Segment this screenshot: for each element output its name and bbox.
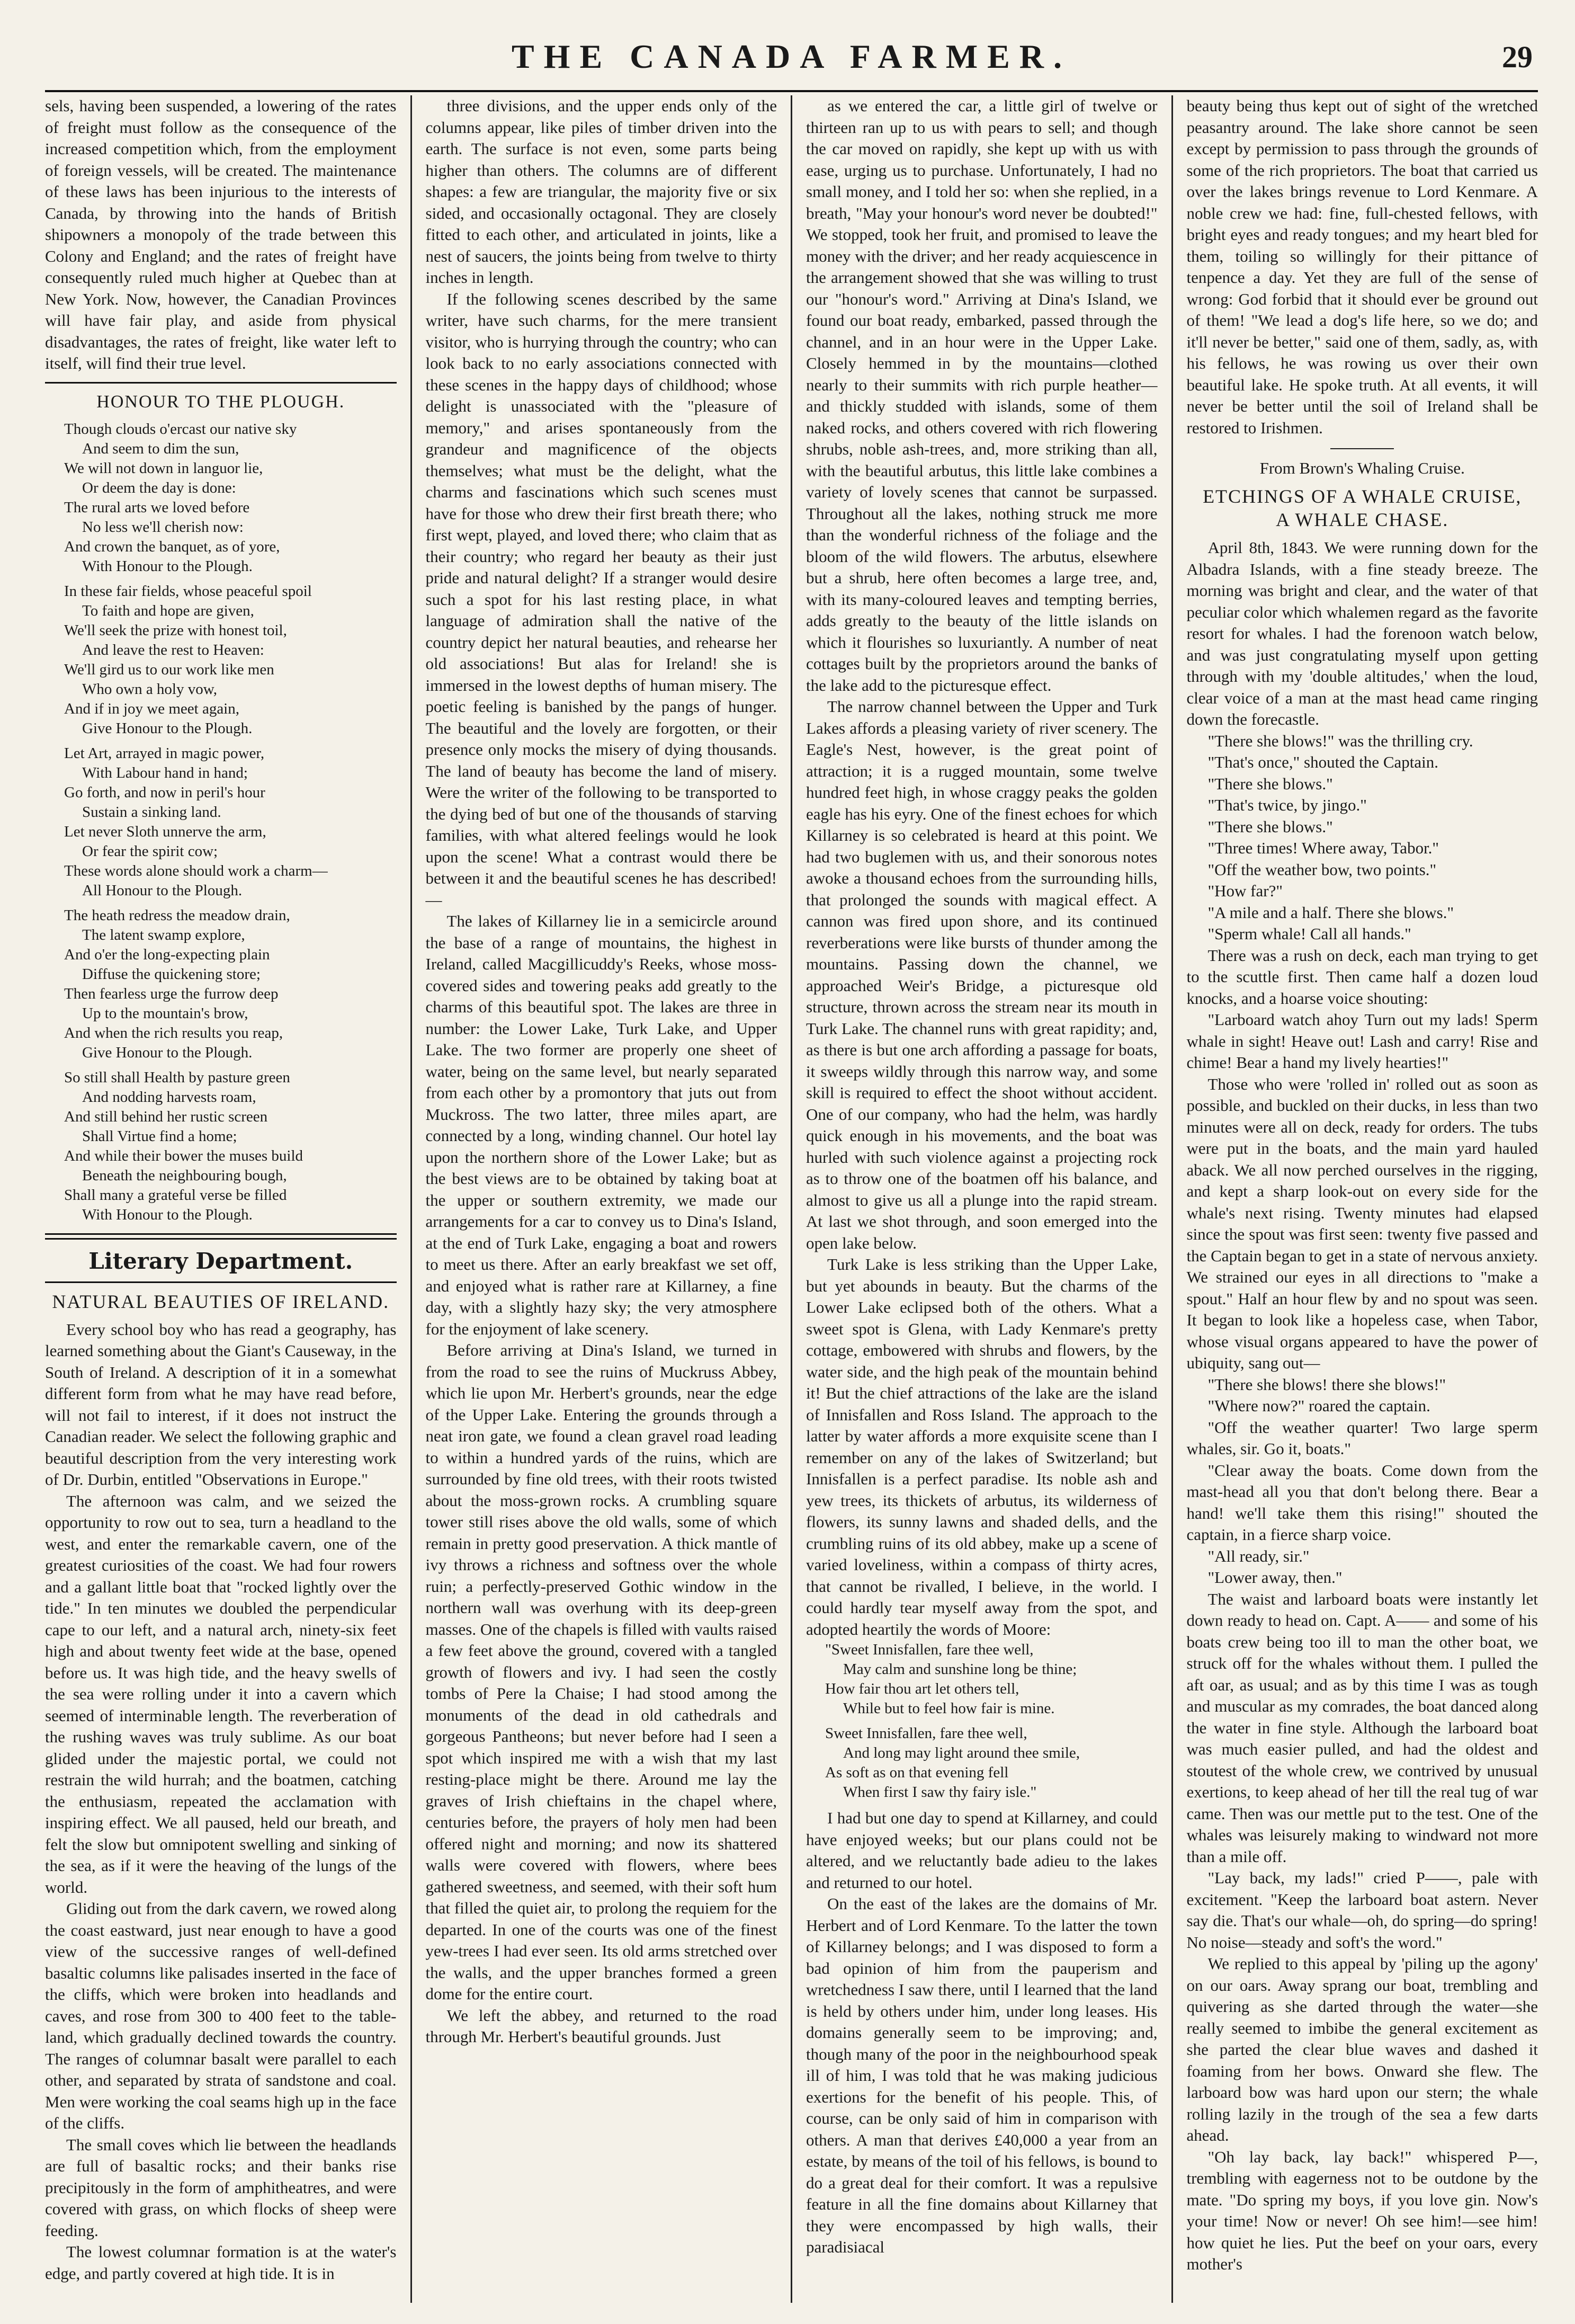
poem-line: We will not down in languor lie, bbox=[64, 459, 263, 477]
poem-line: Then fearless urge the furrow deep bbox=[64, 985, 279, 1002]
paragraph: We replied to this appeal by 'piling up the agony' on our oars. Away sprang our boat, trembling and quivering as she darted through the water—she really seemed to imbibe the general excitement as she parted the clear blue waves and dashed it foaming from her bows. Onward she flew. The larboard bow was hard upon our stern; the whale rolling lazily in the trough of the sea a few darts ahead. bbox=[1186, 1954, 1538, 2144]
poem-line: Give Honour to the Plough. bbox=[82, 1044, 253, 1061]
poem-line: With Honour to the Plough. bbox=[82, 557, 253, 575]
paragraph: The lowest columnar formation is at the water's edge, and partly covered at high tide. It is in bbox=[45, 2242, 397, 2283]
poem-line: The latent swamp explore, bbox=[82, 926, 245, 943]
poem-stanza bbox=[825, 1724, 1158, 1802]
poem-line: And seem to dim the sun, bbox=[82, 440, 239, 457]
paragraph: Every school boy who has read a geography, has learned something about the Giant's Causeway, in the South of Ireland. A description of it in a somewhat different form from what he may have read before, will not fail to interest, if it does not instruct the Canadian reader. We select the following graphic and beautiful description from the very interesting work of Dr. Durbin, entitled "Observations in Europe." bbox=[45, 1320, 397, 1489]
poem-line: While but to feel how fair is mine. bbox=[843, 1700, 1055, 1717]
paragraph: "All ready, sir." bbox=[1207, 1546, 1310, 1565]
paragraph: "A mile and a half. There she blows." bbox=[1207, 903, 1454, 922]
paragraph: "That's once," shouted the Captain. bbox=[1207, 753, 1439, 771]
divider bbox=[1330, 448, 1394, 449]
paragraph: "Where now?" roared the captain. bbox=[1207, 1396, 1430, 1415]
poem-line: Shall many a grateful verse be filled bbox=[64, 1186, 287, 1204]
poem-line: The heath redress the meadow drain, bbox=[64, 906, 290, 924]
poem-stanza bbox=[64, 582, 397, 738]
paragraph: "Sperm whale! Call all hands." bbox=[1207, 924, 1411, 943]
paragraph: "There she blows! there she blows!" bbox=[1207, 1375, 1446, 1394]
paragraph: "Off the weather quarter! Two large sperm whales, sir. Go it, boats." bbox=[1186, 1418, 1538, 1458]
poem-line: No less we'll cherish now: bbox=[82, 518, 244, 536]
poem-line: And leave the rest to Heaven: bbox=[82, 641, 264, 658]
poem-line: So still shall Health by pasture green bbox=[64, 1068, 290, 1086]
article-body bbox=[426, 95, 777, 2048]
article-body bbox=[45, 1319, 397, 2285]
paragraph: The afternoon was calm, and we seized the opportunity to row out to sea, turn a headland to the west, and enter the remarkable cavern, one of the greatest curiosities of the coast. We had four rowers and a gallant little boat that "rocked lightly over the tide." In ten minutes we doubled the perpendicular cape to our left, and a natural arch, ninety-six feet high and about twenty feet wide at the base, opened before us. It was high tide, and the heavy swells of the sea were rolling under it into a cavern which seemed of interminable length. The reverberation of the rushing waves was truly sublime. As our boat glided under the majestic portal, we could not restrain the wild hurrah; and the boatmen, catching the enthusiasm, repeated the acclamation with inspiring effect. We all paused, held our breath, and felt the slow but omnipotent swelling and sinking of the sea, as if it were the heaving of the lungs of the world. bbox=[45, 1491, 397, 1896]
poem-stanza bbox=[64, 906, 397, 1063]
paragraph: The narrow channel between the Upper and Turk Lakes affords a pleasing variety of river scenery. The Eagle's Nest, however, is the great point of attraction; it is a rugged mountain, some twelve hundred feet high, in whose craggy peaks the golden eagle has his eyry. One of the finest echoes for which Killarney is so celebrated is heard at this point. We had two buglemen with us, and their sonorous notes awoke a thousand echoes from the surrounding hills, that prolonged the sounds with magical effect. A cannon was fired upon shore, and its continued reverberations were like bursts of thunder among the mountains. Passing down the channel, we approached Weir's Bridge, a picturesque old structure, thrown across the stream near its mouth in Turk Lake. The channel runs with great rapidity; and, as there is but one arch affording a passage for boats, it sweeps wildly through this narrow way, and some skill is required to effect the shoot without accident. One of our company, who had the helm, was hardly quick enough in his movements, and the boat was hurled with such violence against a projecting rock as to throw one of the boatmen off his balance, and almost to give us all a plunge into the rapid stream. At last we shot through, and soon emerged into the open lake below. bbox=[806, 697, 1158, 1252]
poem-line: Let Art, arrayed in magic power, bbox=[64, 744, 265, 762]
poem-line: Diffuse the quickening store; bbox=[82, 965, 261, 983]
poem-line: These words alone should work a charm— bbox=[64, 862, 328, 879]
poem-line: Who own a holy vow, bbox=[82, 680, 218, 698]
paragraph: The lakes of Killarney lie in a semicircle around the base of a range of mountains, the highest in Ireland, called Macgillicuddy's Reeks, whose moss-covered sides and towering peaks add greatly to the charms of this beautiful spot. The lakes are three in number: the Lower Lake, Turk Lake, and Upper Lake. The two former are properly one sheet of water, being on the same level, but nearly separated from each other by a promontory that juts out from Muckross. The two latter, three miles apart, are connected by a long, winding channel. Our hotel lay upon the northern shore of the Lower Lake; but as the best views are to be obtained by taking boat at the upper or southern extremity, we made our arrangements for a car to convey us to Dina's Island, at the end of Turk Lake, engaging a boat and rowers to meet us there. After an early breakfast we set off, and enjoyed what is rather rare at Killarney, a fine day, with a slightly hazy sky; the very atmosphere for the enjoyment of lake scenery. bbox=[425, 912, 777, 1338]
source-line: From Brown's Whaling Cruise. bbox=[1259, 459, 1465, 477]
poem-line: When first I saw thy fairy isle." bbox=[843, 1784, 1037, 1801]
paragraph: "There she blows." bbox=[1207, 774, 1333, 793]
poem-line: All Honour to the Plough. bbox=[82, 881, 243, 899]
article-body bbox=[1187, 537, 1538, 2275]
poem-title: HONOUR TO THE PLOUGH. bbox=[96, 391, 345, 412]
divider bbox=[45, 382, 397, 384]
poem-line: And still behind her rustic screen bbox=[64, 1108, 268, 1125]
newspaper-title: THE CANADA FARMER. bbox=[511, 38, 1072, 75]
poem-line: As soft as on that evening fell bbox=[825, 1764, 1009, 1781]
department-heading: Literary Department. bbox=[88, 1248, 353, 1274]
poem-line: And long may light around thee smile, bbox=[843, 1744, 1080, 1761]
article-body bbox=[806, 95, 1158, 1640]
paragraph: Gliding out from the dark cavern, we rowed along the coast eastward, just near enough to have a good view of the successive ranges of well-defined basaltic columns like palisades inserted in the face of the cliffs, which were broken into headlands and caves, and rose from 300 to 400 feet to the table-land, which gradually declined towards the country. The ranges of columnar basalt were parallel to each other, and separated by strata of sandstone and coal. Men were working the coal seams high up in the face of the cliffs. bbox=[45, 1899, 397, 2132]
poem-line: And nodding harvests roam, bbox=[82, 1088, 256, 1106]
poem-honour-to-the-plough bbox=[45, 420, 397, 1225]
article-body bbox=[806, 1807, 1158, 2258]
poem-line: To faith and hope are given, bbox=[82, 602, 254, 619]
poem-line: And while their bower the muses build bbox=[64, 1147, 303, 1164]
poem-line: Up to the mountain's brow, bbox=[82, 1004, 248, 1022]
poem-line: "Sweet Innisfallen, fare thee well, bbox=[825, 1641, 1034, 1658]
paragraph: "How far?" bbox=[1207, 881, 1283, 900]
poem-line: In these fair fields, whose peaceful spoil bbox=[64, 582, 312, 600]
poem-line: Though clouds o'ercast our native sky bbox=[64, 420, 297, 438]
poem-line: May calm and sunshine long be thine; bbox=[843, 1661, 1077, 1678]
paragraph: "That's twice, by jingo." bbox=[1207, 796, 1367, 814]
poem-stanza bbox=[825, 1640, 1158, 1718]
article-title: NATURAL BEAUTIES OF IRELAND. bbox=[52, 1290, 390, 1312]
paragraph: Those who were 'rolled in' rolled out as soon as possible, and buckled on their ducks, in less than two minutes were all on deck, ready for orders. The tubs were put in the boats, and the main yard hauled aback. We all now perched ourselves in the rigging, and kept a sharp look-out on every side for the whale's next rising. Twenty minutes had elapsed since the spout was first seen: twenty five passed and the Captain began to get in a state of nervous anxiety. We strained our eyes in all directions to "make a spout." Half an hour flew by and no spout was seen. It began to look like a hopeless case, when Tabor, whose visual organs appeared to have the power of ubiquity, sang out— bbox=[1186, 1074, 1538, 1372]
paragraph: Turk Lake is less striking than the Upper Lake, but yet abounds in beauty. But the charms of the Lower Lake eclipsed both of the others. What a sweet spot is Glena, with Lady Kenmare's pretty cottage, embowered with shrubs and flowers, by the water side, and the high peak of the mountain behind it! But the chief attractions of the lake are the island of Innisfallen and Ross Island. The approach to the latter by water affords a more exquisite scene than I remember on any of the lakes of Switzerland; but Innisfallen is a perfect paradise. Its noble ash and yew trees, its thickets of arbutus, its wilderness of flowers, its sunny lawns and shaded dells, and the crumbling ruins of its old abbey, make up a scene of varied loveliness, within a compass of thirty acres, that cannot be rivalled, I believe, in the world. I could hardly tear myself away from the spot, and adopted heartily the words of Moore: bbox=[806, 1255, 1158, 1639]
paragraph: April 8th, 1843. We were running down for the Albadra Islands, with a fine steady breeze. The morning was bright and clear, and the water of that peculiar color which whalemen regard as the favorite resort for whales. I had the forenoon watch below, and was just congratulating myself upon getting through with my 'double altitudes,' when the loud, clear voice of a man at the mast head came ringing down the forecastle. bbox=[1186, 538, 1538, 728]
page-number: 29 bbox=[1502, 40, 1533, 74]
poem-stanza bbox=[64, 1068, 397, 1225]
paragraph: "Off the weather bow, two points." bbox=[1207, 860, 1437, 879]
poem-stanza bbox=[64, 744, 397, 901]
poem-line: Beneath the neighbouring bough, bbox=[82, 1167, 287, 1184]
column-4 bbox=[1171, 95, 1538, 2303]
poem-line: The rural arts we loved before bbox=[64, 498, 250, 516]
column-3 bbox=[791, 95, 1171, 2303]
paragraph: "Oh lay back, lay back!" whispered P—, trembling with eagerness not to be outdone by the mate. "Do spring my boys, if you love gin. Now's your time! Now or never! Oh see him!—see him! how quiet he lies. Put the beef on your oars, every mother's bbox=[1186, 2147, 1538, 2273]
poem-line: Sustain a sinking land. bbox=[82, 803, 221, 821]
paragraph: We left the abbey, and returned to the road through Mr. Herbert's beautiful grounds. Just bbox=[425, 2006, 777, 2046]
paragraph: There was a rush on deck, each man trying to get to the scuttle first. Then came half a dozen loud knocks, and a hoarse voice shouting: bbox=[1186, 946, 1538, 1008]
article-continuation: sels, having been suspended, a lowering of the rates of freight must follow as the consequence of the increased competition which, from the employment of foreign vessels, will be created. The maintenance of these laws has been injurious to the interests of Canada, by throwing into the hands of British shipowners a monopoly of the trade between this Colony and England; and the rates of freight have consequently ruled much higher at Quebec than at New York. Now, however, the Canadian Provinces will have fair play, and aside from physical disadvantages, the rates of freight, like water left to itself, will find their true level. bbox=[45, 96, 397, 372]
paragraph: "There she blows!" was the thrilling cry. bbox=[1207, 731, 1473, 750]
column-1 bbox=[45, 95, 410, 2303]
poem-line: And crown the banquet, as of yore, bbox=[64, 538, 280, 555]
columns bbox=[45, 95, 1538, 2303]
poem-line: Sweet Innisfallen, fare thee well, bbox=[825, 1725, 1027, 1742]
article-subtitle: A WHALE CHASE. bbox=[1276, 509, 1449, 530]
poem-line: Go forth, and now in peril's hour bbox=[64, 783, 265, 801]
paragraph: "Larboard watch ahoy Turn out my lads! Sperm whale in sight! Heave out! Lash and carry! Rise and chime! Bear a hand my lively hearties!" bbox=[1186, 1010, 1538, 1072]
poem-line: Let never Sloth unnerve the arm, bbox=[64, 823, 266, 840]
paragraph: "Lay back, my lads!" cried P——, pale with excitement. "Keep the larboard boat astern. Never say die. That's our whale—oh, do spring—do spring! No noise—steady and soft's the word." bbox=[1186, 1868, 1538, 1952]
masthead bbox=[45, 32, 1538, 92]
poem-line: How fair thou art let others tell, bbox=[825, 1680, 1019, 1697]
paragraph: The waist and larboard boats were instantly let down ready to head on. Capt. A—— and some of his boats crew being too ill to man the other boat, we struck off for the whales without them. I pulled the aft oar, as usual; and as by this time I was as tough and muscular as my comrades, the boat danced along the water in fine style. Although the larboard boat was much easier pulled, and had the oldest and stoutest of the whole crew, we contrived by unusual exertions, to keep ahead of her till the real tug of war came. Then was our mettle put to the test. One of the whales was leisurely making to windward not more than a mile off. bbox=[1186, 1589, 1538, 1866]
paragraph: If the following scenes described by the same writer, have such charms, for the mere transient visitor, who is hurrying through the country; who can look back to no early associations connected with these scenes in the happy days of childhood; whose delight is unassociated with the "pleasure of memory," and arises spontaneously from the grandeur and magnificence of the objects themselves; what must be the delight, what the charms and fascinations which such scenes must have for those who drew their first breath there; who first wept, played, and loved there; who claim that as their country; who regard her beauty as their just pride and natural delight? If a stranger would desire such a spot for his last resting place, in what language of admiration shall the native of the country depict her natural beauties, and rehearse her old associations! But alas for Ireland! she is immersed in the lowest depths of human misery. The poetic feeling is banished by the pangs of hunger. The beautiful and the lovely are forgotten, or their presence only mocks the misery of dying thousands. The land of beauty has become the land of misery. Were the writer of the following to be transported to the dying bed of but one of the thousands of starving families, with what altered feelings would he look upon the scene! What a contrast would there be between it and the beautiful scenes he has described!— bbox=[425, 289, 777, 909]
paragraph: as we entered the car, a little girl of twelve or thirteen ran up to us with pears to sell; and though the car moved on rapidly, she kept up with us with ease, urging us to purchase. Unfortunately, I had no small money, and I told her so: when she replied, in a breath, "May your honour's word never be doubted!" We stopped, took her fruit, and promised to leave the money with the driver; and her ready acquiescence in the arrangement showed that she was willing to trust our "honour's word." Arriving at Dina's Island, we found our boat ready, embarked, passed through the channel, and in an hour were in the Upper Lake. Closely hemmed in by the mountains—clothed nearly to their summits with rich purple heather—and thickly studded with islands, some of them naked rocks, and others covered with rich flowering shrubs, noble ash-trees, and, more striking than all, with the beautiful arbutus, this little lake combines a variety of lovely scenes that cannot be surpassed. Throughout all the lakes, nothing struck me more than the wonderful richness of the foliage and the bloom of the wild flowers. The arbutus, elsewhere but a shrub, here often becomes a large tree, and, with its many-coloured leaves and tempting berries, adds greatly to the beauty of the little islands on which it flourishes so luxuriantly. A number of neat cottages built by the proprietors around the banks of the lake add to the picturesque effect. bbox=[806, 96, 1158, 694]
paragraph: "Lower away, then." bbox=[1207, 1568, 1343, 1587]
article-title: ETCHINGS OF A WHALE CRUISE, bbox=[1203, 486, 1522, 507]
paragraph: Before arriving at Dina's Island, we turned in from the road to see the ruins of Muckruss Abbey, which lie upon Mr. Herbert's grounds, near the edge of the Upper Lake. Entering the grounds through a neat iron gate, we found a clean gravel road leading to within a hundred yards of the ruins, which are surrounded by fine old trees, with their roots twisted about the moss-grown rocks. A crumbling square tower still rises above the old walls, some of which remain in pretty good preservation. A thick mantle of ivy throws a richness and softness over the whole ruin; a perfectly-preserved Gothic window in the northern wall was overhung with its deep-green masses. One of the chapels is filled with vaults raised a few feet above the ground, covered with a tangled growth of flowers and ivy. I had seen the costly tombs of Pere la Chaise; I had stood among the monuments of the dead in old cathedrals and gorgeous Pantheons; but never before had I seen a spot which inspired me with a wish that my last resting-place might be there. Around me lay the graves of Irish chieftains in the chapel where, centuries before, the prayers of holy men had been offered night and morning; and now its shattered walls were covered with flowers, where bees gathered sweetness, and seemed, with their soft hum that filled the quiet air, to prolong the requiem for the departed. In one of the courts was one of the finest yew-trees I had ever seen. Its old arms stretched over the walls, and the upper branches formed a green dome for the entire court. bbox=[425, 1341, 777, 2003]
paragraph: three divisions, and the upper ends only of the columns appear, like piles of timber driven into the earth. The surface is not even, some parts being higher than others. The columns are of different shapes: a few are triangular, the majority five or six sided, and occasionally octagonal. They are closely fitted to each other, and articulated in joints, like a nest of saucers, the joints being from twelve to thirty inches in length. bbox=[425, 96, 777, 287]
paragraph: "Three times! Where away, Tabor." bbox=[1207, 839, 1439, 857]
paragraph: On the east of the lakes are the domains of Mr. Herbert and of Lord Kenmare. To the latter the town of Killarney belongs; and I was disposed to form a bad opinion of him from the pauperism and wretchedness I saw there, until I learned that the land is held by others under him, under long leases. His domains generally seem to be improving; and, though many of the poor in the neighbourhood speak ill of him, I was told that he was making judicious exertions for the benefit of his people. This, of course, can be only said of him in comparison with others. A man that derives £40,000 a year from an estate, by means of the toil of his fellows, is bound to do a great deal for their comfort. It was a repulsive feature in all the fine domains about Killarney that they were encompassed by high walls, their paradisiacal bbox=[806, 1894, 1158, 2256]
article-continuation: beauty being thus kept out of sight of the wretched peasantry around. The lake shore cannot be seen except by permission to pass through the grounds of some of the rich proprietors. The boat that carried us over the lakes brings revenue to Lord Kenmare. A noble crew we had: fine, full-chested fellows, with bright eyes and ready tongues; and my heart bled for them, toiling so willingly for their pittance of tenpence a day. Yet they are full of the sense of wrong: God forbid that it should ever be ground out of them! "We lead a dog's life here, so we do; and it'll never be better," said one of them, sadly, as, with his fellows, he was rowing us over their own beautiful lake. He spoke truth. At all events, it will never be better until the soil of Ireland shall be restored to Irishmen. bbox=[1186, 96, 1538, 437]
paragraph: The small coves which lie between the headlands are full of basaltic rocks; and their banks rise precipitously in the form of amphitheatres, and were covered with grass, on which flocks of sheep were feeding. bbox=[45, 2135, 397, 2240]
poem-line: Shall Virtue find a home; bbox=[82, 1127, 237, 1145]
poem-line: With Honour to the Plough. bbox=[82, 1206, 253, 1223]
poem-line: And if in joy we meet again, bbox=[64, 700, 239, 717]
poem-line: Or deem the day is done: bbox=[82, 479, 236, 496]
poem-line: And when the rich results you reap, bbox=[64, 1024, 283, 1041]
divider bbox=[45, 1233, 397, 1240]
poem-line: We'll gird us to our work like men bbox=[64, 661, 274, 678]
poem-line: And o'er the long-expecting plain bbox=[64, 946, 270, 963]
poem-stanza bbox=[64, 420, 397, 576]
paragraph: "Clear away the boats. Come down from the mast-head all you that don't belong there. Bear a hand! we'll take them this rising!" shouted the captain, in a fierce sharp voice. bbox=[1186, 1461, 1538, 1544]
paragraph: I had but one day to spend at Killarney, and could have enjoyed weeks; but our plans could not be altered, and we reluctantly bade adieu to the lakes and returned to our hotel. bbox=[806, 1809, 1158, 1892]
poem-line: Give Honour to the Plough. bbox=[82, 719, 253, 737]
divider bbox=[45, 1281, 397, 1283]
poem-line: We'll seek the prize with honest toil, bbox=[64, 621, 287, 639]
column-2 bbox=[410, 95, 791, 2303]
paragraph: "There she blows." bbox=[1207, 817, 1333, 836]
poem-innisfallen bbox=[806, 1640, 1158, 1802]
poem-line: With Labour hand in hand; bbox=[82, 764, 248, 781]
poem-line: Or fear the spirit cow; bbox=[82, 842, 218, 860]
